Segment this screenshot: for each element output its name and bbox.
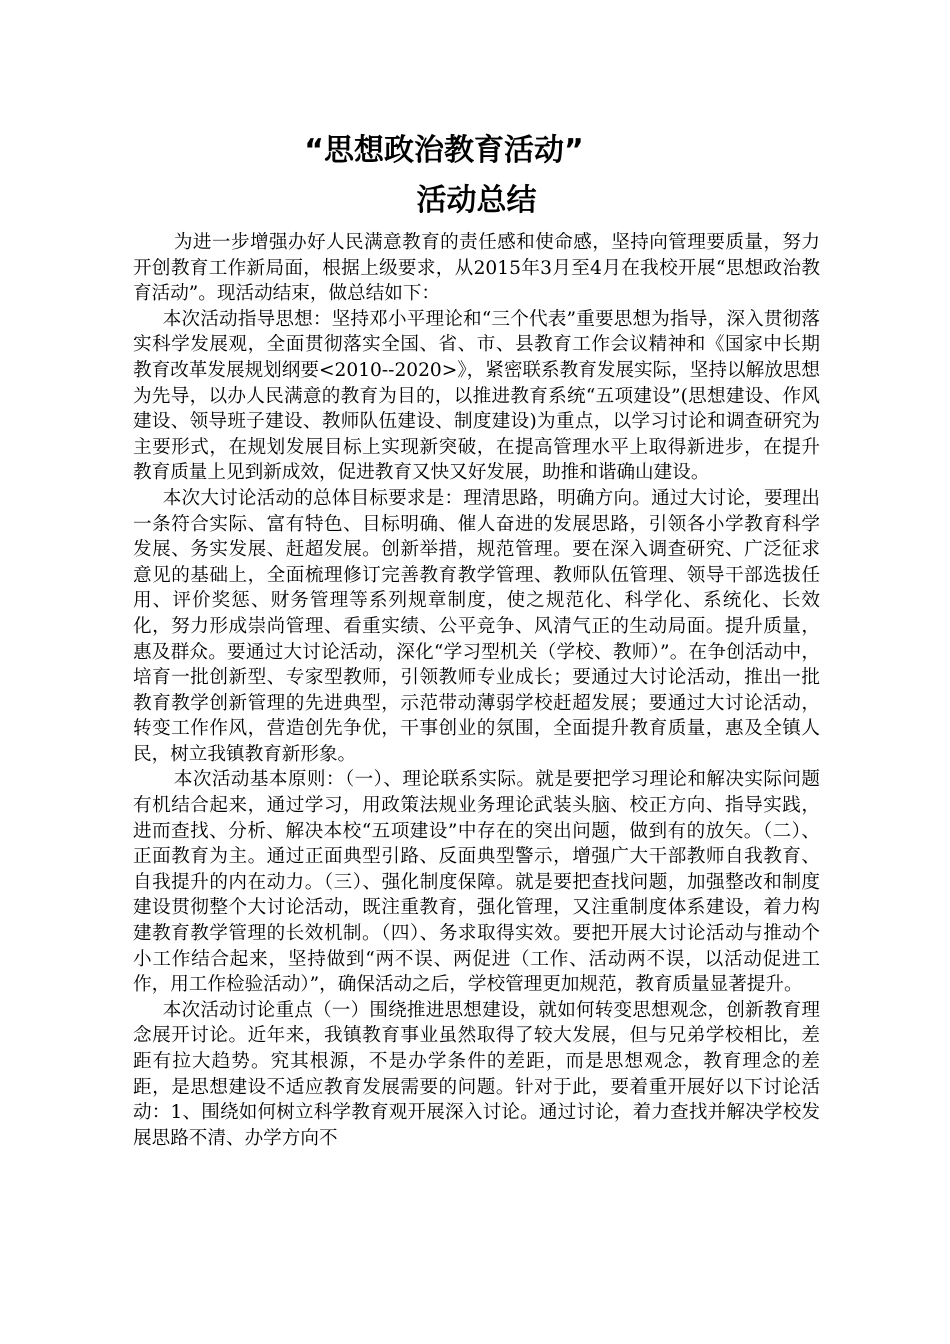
paragraph-intro: 为进一步增强办好人民满意教育的责任感和使命感，坚持向管理要质量，努力开创教育工作新局面，根据上级要求，从2015年3月至4月在我校开展“思想政治教育活动”。现活动结束，做总结如下： xyxy=(133,232,820,305)
paragraph-overall-goals: 本次大讨论活动的总体目标要求是：理清思路，明确方向。通过大讨论，要理出一条符合实际、富有特色、目标明确、催人奋进的发展思路，引领各小学教育科学发展、务实发展、赶超发展。创新举措，规范管理。要在深入调查研究、广泛征求意见的基础上，全面梳理修订完善教育教学管理、教师队伍管理、领导干部选拔任用、评价奖惩、财务管理等系列规章制度，使之规范化、科学化、系统化、长效化，努力形成崇尚管理、看重实绩、公平竞争、风清气正的生动局面。提升质量，惠及群众。要通过大讨论活动，深化“学习型机关（学校、教师）”。在争创活动中，培育一批创新型、专家型教师，引领教师专业成长；要通过大讨论活动，推出一批教育教学创新管理的先进典型，示范带动薄弱学校赶超发展；要通过大讨论活动，转变工作作风，营造创先争优，干事创业的氛围，全面提升教育质量，惠及全镇人民，树立我镇教育新形象。 xyxy=(133,487,820,765)
paragraph-guiding-ideology: 本次活动指导思想：坚持邓小平理论和“三个代表”重要思想为指导，深入贯彻落实科学发展观，全面贯彻落实全国、省、市、县教育工作会议精神和《国家中长期教育改革发展规划纲要<2010--2020>》，紧密联系教育发展实际，坚持以解放思想为先导，以办人民满意的教育为目的，以推进教育系统“五项建设”(思想建设、作风建设、领导班子建设、教师队伍建设、制度建设)为重点，以学习讨论和调查研究为主要形式，在规划发展目标上实现新突破，在提高管理水平上取得新进步，在提升教育质量上见到新成效，促进教育又快又好发展，助推和谐确山建设。 xyxy=(133,308,820,484)
document-body xyxy=(133,230,820,1151)
document-title-line2: 活动总结 xyxy=(416,183,537,218)
paragraph-basic-principles: 本次活动基本原则：（一）、理论联系实际。就是要把学习理论和解决实际问题有机结合起来，通过学习，用政策法规业务理论武装头脑、校正方向、指导实践，进而查找、分析、解决本校“五项建设”中存在的突出问题，做到有的放矢。（二）、正面教育为主。通过正面典型引路、反面典型警示，增强广大干部教师自我教育、自我提升的内在动力。（三）、强化制度保障。就是要把查找问题，加强整改和制度建设贯彻整个大讨论活动，既注重教育，强化管理，又注重制度体系建设，着力构建教育教学管理的长效机制。（四）、务求取得实效。要把开展大讨论活动与推动个小工作结合起来，坚持做到“两不误、两促进（工作、活动两不误，以活动促进工作，用工作检验活动）”，确保活动之后，学校管理更加规范，教育质量显著提升。 xyxy=(133,769,820,996)
document-title-line1: “思想政治教育活动” xyxy=(304,133,584,168)
paragraph-discussion-focus: 本次活动讨论重点（一）围绕推进思想建设，就如何转变思想观念，创新教育理念展开讨论。近年来，我镇教育事业虽然取得了较大发展，但与兄弟学校相比，差距有拉大趋势。究其根源，不是办学条件的差距，而是思想观念，教育理念的差距，是思想建设不适应教育发展需要的问题。针对于此，要着重开展好以下讨论活动：1、围绕如何树立科学教育观开展深入讨论。通过讨论，着力查找并解决学校发展思路不清、办学方向不 xyxy=(133,999,820,1149)
document-page xyxy=(133,128,820,1151)
